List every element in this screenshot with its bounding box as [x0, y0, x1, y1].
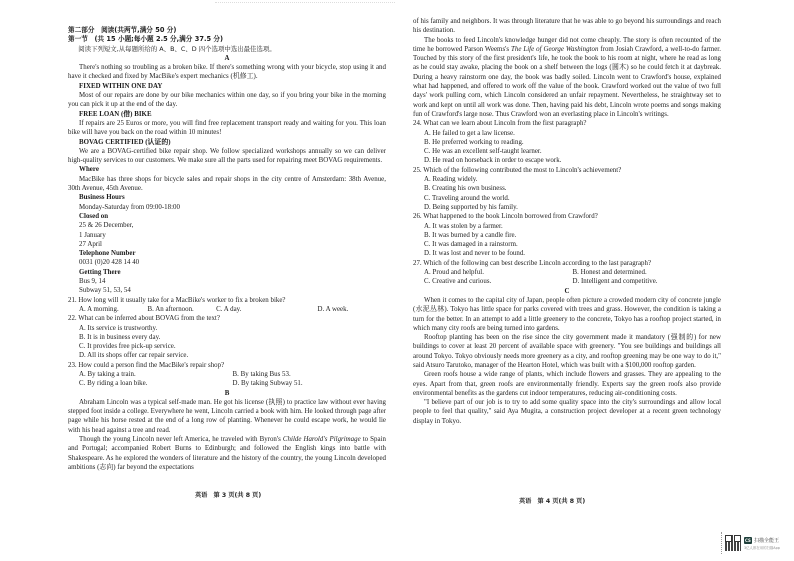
option-c: C. A day.: [216, 305, 242, 313]
hours-heading: Business Hours: [79, 194, 125, 202]
option-a: A. Proud and helpful.: [424, 269, 484, 277]
camscanner-logo-icon: CS: [745, 537, 751, 543]
page-footer-4: 英语 第 4 页(共 8 页): [519, 498, 586, 505]
option-b: B. It was burned by a candle fire.: [424, 231, 517, 239]
fixed-heading: FIXED WITHIN ONE DAY: [79, 82, 163, 90]
option-c: C. He was an excellent self-taught learner.: [424, 148, 542, 156]
option-a: A. It was stolen by a farmer.: [424, 222, 503, 230]
where-text: MacBike has three shops for bicycle sales and repair shops in the city centre of Amsterdam: 38th Avenue, 30th Avenue, 45th Avenue.: [68, 175, 386, 193]
book-title-life-of-washington: The Life of George Washington: [511, 45, 599, 53]
option-b: B. Creating his own business.: [424, 185, 507, 193]
question-27: 27. Which of the following can best describe Lincoln according to the last paragraph?: [413, 259, 652, 267]
instruction: 阅读下列短文,从每题所给的 A、B、C、D 四个选项中选出最佳选项。: [78, 44, 276, 53]
option-d: D. It was lost and never to be found.: [424, 250, 526, 258]
passage-a-intro: There's nothing so troubling as a broken bike. If there's something wrong with your bicycle, stop using it and have it checked and fixed by MacBike's expert mechanics (机修工).: [68, 64, 386, 81]
subsection-header: 第一节 (共 15 小题;每小题 2.5 分,满分 37.5 分): [68, 35, 224, 44]
question-21-options: [68, 305, 386, 314]
option-d: D. Being supported by his family.: [424, 203, 518, 211]
passage-c-p1: When it comes to the capital city of Japan, people often picture a crowded modern city of concrete jungle (水泥丛林). Tokyo has little space for parks covered with trees and grass. However, the condition is taking a turn for the better. In an attempt to add a little greenery to the concrete, Tokyo has a rooftop project started, in which many city roofs are being turned into gardens.: [413, 296, 721, 332]
option-b: B. An afternoon.: [147, 305, 194, 313]
passage-b-label: B: [224, 389, 230, 397]
fixed-text: Most of our repairs are done by our bike mechanics within one day, so if you bring your bike in the morning you can pick it up at the end of the day.: [68, 92, 386, 109]
question-22: 22. What can be inferred about BOVAG from the text?: [68, 315, 220, 323]
question-27-options-row2: [413, 277, 721, 286]
exam-page-4: [413, 0, 721, 561]
scanner-watermark: [721, 532, 791, 554]
scanner-brand-name: 扫描全能王: [754, 537, 780, 544]
passage-b-p2: Though the young Lincoln never left America, he traveled with Byron's Childe Harold's Pilgrimage to Spain and Portugal; accompanied Robert Burns to Edinburgh; and followed the English kings into battle with Shakespeare. As he explored the wonders of literature and the history of the country, the young Lincoln developed ambitions (志向) far beyond the expectations: [68, 436, 386, 471]
book-title-childe-harold: Childe Harold's Pilgrimage: [282, 436, 361, 444]
getting-heading: Getting There: [79, 268, 121, 276]
bovag-text: We are a BOVAG-certified bike repair shop. We follow specialized workshops annually so we can deliver high-quality services to our customers. We make sure all the parts used for repairing meet BOVAG requirements.: [68, 147, 386, 165]
question-23-options-row2: [68, 379, 386, 388]
bus-text: Bus 9, 14: [79, 278, 106, 286]
option-c: C. It provides free pick-up service.: [79, 343, 176, 351]
option-b: B. He preferred working to reading.: [424, 138, 524, 146]
option-a: A. A morning.: [79, 305, 119, 313]
option-c: C. Creative and curious.: [424, 278, 492, 286]
qr-code-icon: [725, 535, 741, 551]
option-d: D. All its shops offer car repair service.: [79, 352, 189, 360]
option-d: D. He read on horseback in order to escape work.: [424, 157, 562, 165]
passage-b-p3: The books to feed Lincoln's knowledge hunger did not come cheaply. The story is often recounted of the time he borrowed Parson Weems's The Life of George Washington from Josiah Crawford, a well-to-do farmer. Touched by this story of the first president's life, he took the book to his room at night, where he read as long as he could stay awake, placing the book on a shelf between the logs (圆木) so he could fetch it at daybreak. During a heavy rainstorm one day, the book was badly soiled. Lincoln went to Crawford's house, explained what had happened, and offered to work off the value of the book. Crawford worked out the value of two full days' work pulling corn, which Lincoln considered an unfair repayment. Nevertheless, he straightway set to work and kept on until all work was done. Then, having paid his debt, Lincoln wrote poems and songs making fun of Crawford's large nose. Thus Crawford won an everlasting place in Lincoln's writings.: [413, 36, 721, 118]
question-27-options-row1: [413, 268, 721, 277]
option-a: A. Reading widely.: [424, 176, 478, 184]
option-d: D. By taking Subway 51.: [232, 380, 303, 388]
passage-c-p2: Rooftop planting has been on the rise since the city government made it mandatory (强制的) for new buildings to cover at least 20 percent of available space with greenery. "You see buildings and buildings all around Tokyo. Tokyo obviously needs more greenery as a city, and rooftop greening may be one way to do it," said Atsuro Tarutoko, manager of the Hearton Hotel, which was built with a $100,000 rooftop garden.: [413, 334, 721, 369]
option-a: A. By taking a train.: [79, 370, 136, 378]
passage-b-p2-continued: of his family and neighbors. It was through literature that he was able to go beyond his surroundings and reach his destination.: [413, 18, 721, 35]
option-c: C. Traveling around the world.: [424, 194, 510, 202]
loan-text: If repairs are 25 Euros or more, you will find free replacement transport ready and waiting for you. This loan bike will have you back on the road within 10 minutes!: [68, 119, 386, 137]
section-header: 第二部分 阅读(共两节,满分 50 分): [68, 26, 177, 34]
scanner-subtitle: 3亿人都在用的扫描App: [744, 545, 780, 550]
loan-heading: FREE LOAN (借) BIKE: [79, 110, 152, 118]
question-26: 26. What happened to the book Lincoln borrowed from Crawford?: [413, 213, 598, 221]
option-a: A. Its service is trustworthy.: [79, 324, 158, 332]
closed-date: 25 & 26 December,: [79, 222, 134, 230]
phone-text: 0031 (0)20 428 14 40: [79, 259, 140, 267]
phone-heading: Telephone Number: [79, 250, 136, 258]
option-c: C. By riding a loan bike.: [79, 380, 148, 388]
where-heading: Where: [79, 166, 99, 174]
option-a: A. He failed to get a law license.: [424, 129, 515, 137]
passage-c-label: C: [564, 287, 570, 295]
question-23-options-row1: [68, 370, 386, 379]
page-footer-3: 英语 第 3 页(共 8 页): [195, 492, 262, 499]
subway-text: Subway 51, 53, 54: [79, 287, 131, 295]
question-25: 25. Which of the following contributed the most to Lincoln's achievement?: [413, 166, 622, 174]
option-b: B. Honest and determined.: [572, 269, 647, 277]
passage-c-p3: Green roofs house a wide range of plants, which include flowers and grasses. They are appealing to the eyes. Apart from that, green roofs are environmentally friendly. Experts say the green roofs also provide environmental benefits as the gardens cut indoor temperatures, reducing air-conditioning costs.: [413, 371, 721, 397]
passage-b-p1: Abraham Lincoln was a typical self-made man. He got his license (执照) to practice law without ever having stepped foot inside a college. Everywhere he went, Lincoln carried a book with him. He looked through page after page while his horse rested at the end of a long row of planting. Whenever he could escape work, he would lie with his head against a tree and read.: [68, 398, 386, 434]
option-b: B. By taking Bus 53.: [232, 370, 291, 378]
passage-a-label: A: [224, 54, 230, 62]
option-d: D. Intelligent and competitive.: [572, 278, 658, 286]
question-21: 21. How long will it usually take for a MacBike's worker to fix a broken bike?: [68, 296, 286, 304]
option-d: D. A week.: [317, 305, 349, 313]
closed-date: 1 January: [79, 231, 106, 239]
option-b: B. It is in business every day.: [79, 333, 161, 341]
closed-date: 27 April: [79, 240, 102, 248]
closed-heading: Closed on: [79, 212, 109, 220]
passage-c-p4: "I believe part of our job is to try to add some quality space into the city's surroundings and allow local people to feel that quality," said Aya Mugita, a construction project developer at a recent green technology display in Tokyo.: [413, 399, 721, 425]
option-c: C. It was damaged in a rainstorm.: [424, 241, 518, 249]
exam-page-3: [68, 0, 386, 561]
hours-text: Monday-Saturday from 09:00-18:00: [79, 203, 180, 211]
bovag-heading: BOVAG CERTIFIED (认证的): [79, 138, 171, 146]
question-23: 23. How could a person find the MacBike's repair shop?: [68, 361, 225, 369]
question-24: 24. What can we learn about Lincoln from the first paragraph?: [413, 120, 587, 128]
